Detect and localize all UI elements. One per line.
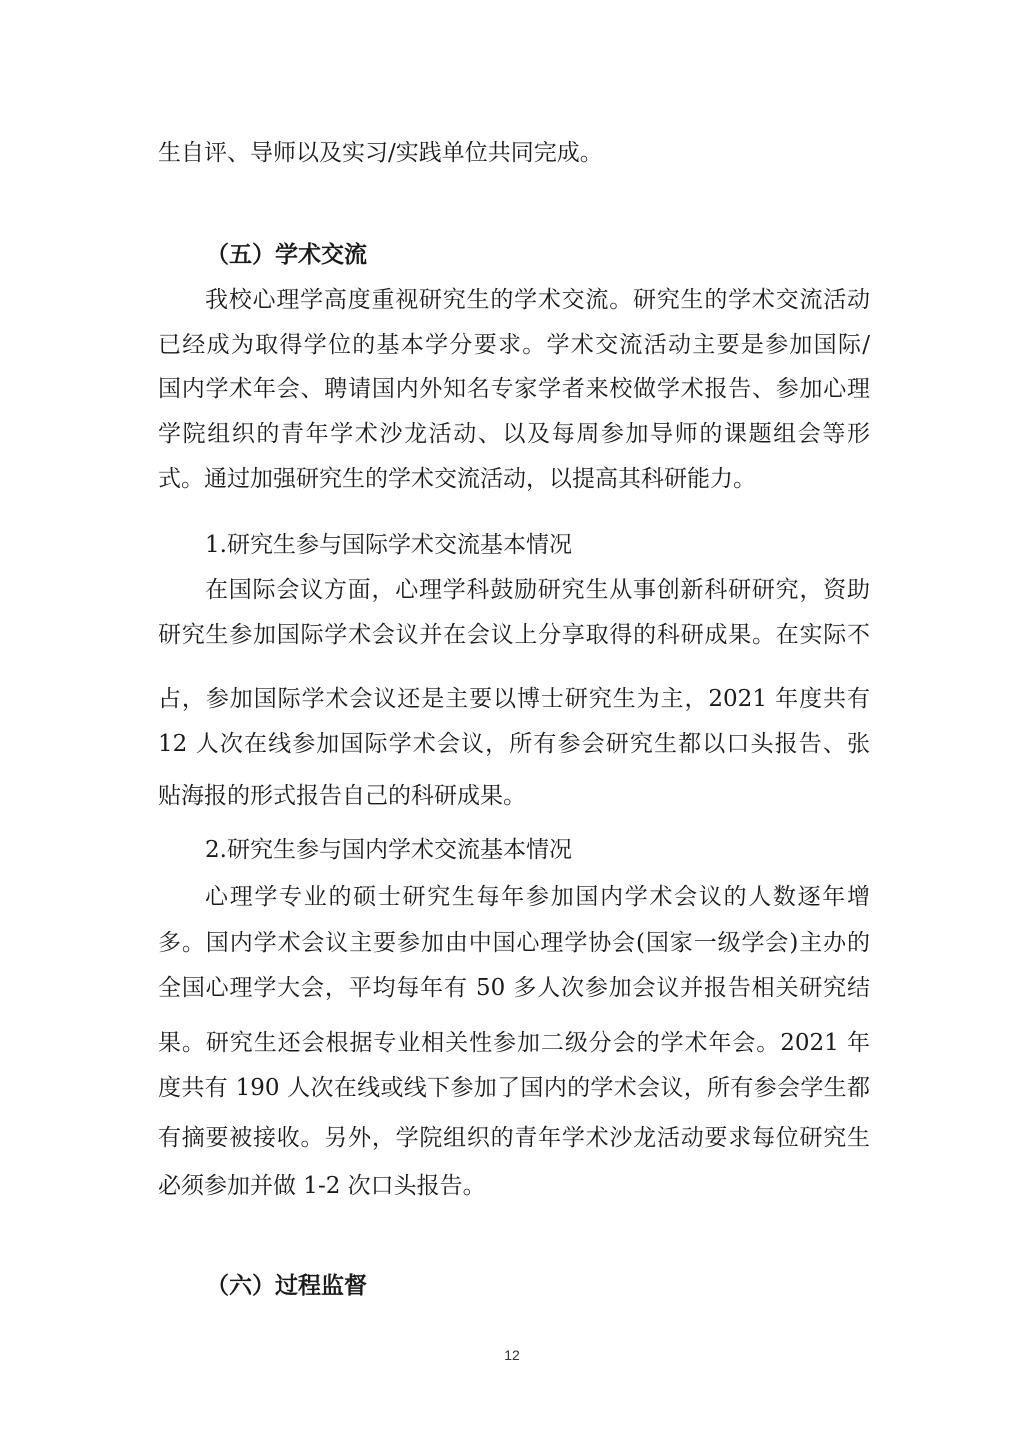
- text-line: 12 人次在线参加国际学术会议，所有参会研究生都以口头报告、张: [158, 731, 870, 757]
- text-line: 果。研究生还会根据专业相关性参加二级分会的学术年会。2021 年: [158, 1030, 870, 1056]
- subsection-heading-domestic: 2.研究生参与国内学术交流基本情况: [205, 837, 572, 863]
- text-line: 我校心理学高度重视研究生的学术交流。研究生的学术交流活动: [205, 287, 870, 313]
- section-heading-process-supervision: （六）过程监督: [206, 1273, 367, 1299]
- text-line: 占，参加国际学术会议还是主要以博士研究生为主，2021 年度共有: [158, 686, 870, 712]
- text-line: 有摘要被接收。另外，学院组织的青年学术沙龙活动要求每位研究生: [158, 1125, 870, 1151]
- text-line: 国内学术年会、聘请国内外知名专家学者来校做学术报告、参加心理: [158, 376, 870, 402]
- section-heading-academic-exchange: （五）学术交流: [206, 242, 367, 268]
- text-line: 心理学专业的硕士研究生每年参加国内学术会议的人数逐年增: [205, 884, 870, 910]
- text-line: 在国际会议方面，心理学科鼓励研究生从事创新科研研究，资助: [205, 577, 870, 603]
- subsection-heading-international: 1.研究生参与国际学术交流基本情况: [205, 532, 572, 558]
- text-line: 式。通过加强研究生的学术交流活动，以提高其科研能力。: [158, 466, 756, 492]
- page-number: 12: [504, 1347, 520, 1363]
- text-line: 研究生参加国际学术会议并在会议上分享取得的科研成果。在实际不: [158, 622, 870, 648]
- text-line: 已经成为取得学位的基本学分要求。学术交流活动主要是参加国际/: [158, 332, 870, 358]
- text-line: 必须参加并做 1-2 次口头报告。: [158, 1173, 486, 1199]
- text-line: 贴海报的形式报告自己的科研成果。: [158, 783, 526, 809]
- text-line: 度共有 190 人次在线或线下参加了国内的学术会议，所有参会学生都: [158, 1075, 870, 1101]
- text-line: 学院组织的青年学术沙龙活动、以及每周参加导师的课题组会等形: [158, 421, 870, 447]
- text-line: 多。国内学术会议主要参加由中国心理学协会(国家一级学会)主办的: [158, 930, 870, 956]
- text-line: 生自评、导师以及实习/实践单位共同完成。: [158, 140, 603, 166]
- text-line: 全国心理学大会，平均每年有 50 多人次参加会议并报告相关研究结: [158, 975, 870, 1001]
